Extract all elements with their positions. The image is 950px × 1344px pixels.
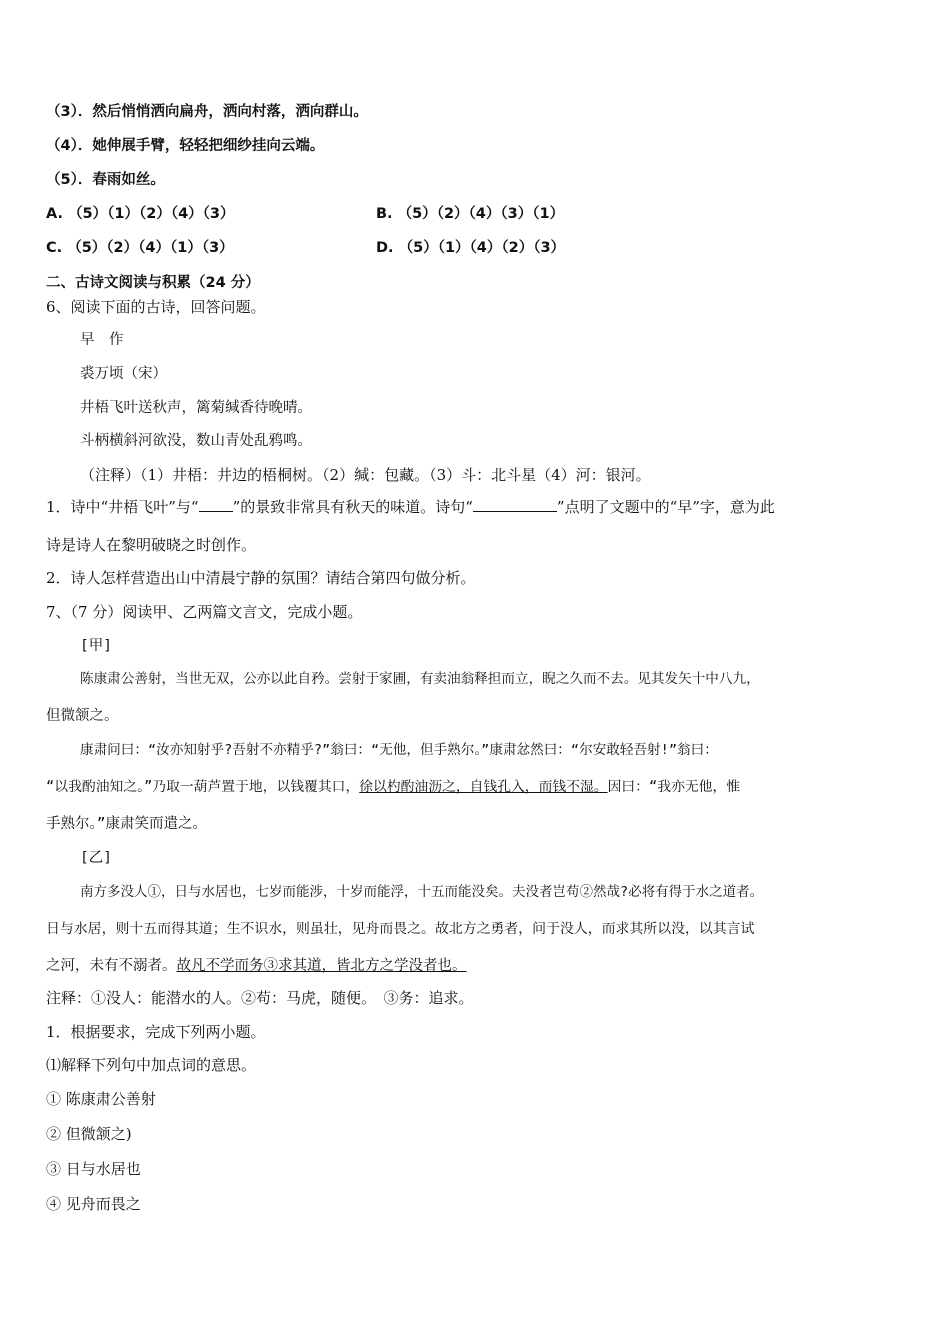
option-b-text: （5）（2）（4）（3）（1） bbox=[397, 206, 565, 222]
q6-intro: 6、阅读下面的古诗，回答问题。 bbox=[46, 298, 266, 316]
jia-para1-line1: 陈康肃公善射，当世无双，公亦以此自矜。尝射于家圃，有卖油翁释担而立，睨之久而不去。见其发矢十中八九， bbox=[80, 671, 760, 687]
answer-blank-2[interactable] bbox=[473, 497, 557, 512]
q5-line-5: （5）．春雨如丝。 bbox=[46, 172, 165, 188]
yi-para1-line3 bbox=[46, 956, 467, 976]
q6-sub1-part-c: ”点明了文题中的“早”字，意为此 bbox=[556, 498, 775, 516]
q5-line-3: （3）．然后悄悄洒向扁舟，洒向村落，洒向群山。 bbox=[46, 104, 368, 120]
option-b[interactable] bbox=[376, 204, 564, 224]
option-c[interactable] bbox=[46, 238, 234, 258]
jia-para2-line1: 康肃问曰：“汝亦知射乎?吾射不亦精乎?”翁曰：“无他，但手熟尔。”康肃忿然曰：“尔安敢轻吾射!”翁曰： bbox=[80, 742, 718, 758]
q6-sub1-line2: 诗是诗人在黎明破晓之时创作。 bbox=[46, 536, 257, 554]
q7-intro: 7、（7 分）阅读甲、乙两篇文言文，完成小题。 bbox=[46, 603, 363, 621]
option-c-text: （5）（2）（4）（1）（3） bbox=[67, 240, 234, 256]
yi-note: 注释：①没人：能潜水的人。②苟：马虎，随便。 ③务：追求。 bbox=[46, 989, 474, 1007]
poem-title: 早 作 bbox=[80, 332, 124, 348]
q7-item-2: ② 但微颔之) bbox=[46, 1125, 132, 1143]
option-a-text: （5）（1）（2）（4）（3） bbox=[68, 206, 235, 222]
yi-para1-text: 之河，未有不溺者。 bbox=[46, 958, 177, 974]
jia-underlined-sentence: 徐以杓酌油沥之，自钱孔入，而钱不湿。 bbox=[359, 779, 608, 795]
q7-sub1: 1．根据要求，完成下列两小题。 bbox=[46, 1023, 266, 1041]
option-b-label: B. bbox=[376, 206, 393, 222]
q7-sub1-part1: ⑴解释下列句中加点词的意思。 bbox=[46, 1056, 257, 1074]
option-c-label: C. bbox=[46, 240, 63, 256]
option-d-label: D. bbox=[376, 240, 394, 256]
yi-para1-line2: 日与水居，则十五而得其道；生不识水，则虽壮，见舟而畏之。故北方之勇者，问于没人，而求其所以没，以其言试 bbox=[46, 921, 755, 937]
jia-para2-line3: 手熟尔。”康肃笑而遣之。 bbox=[46, 816, 207, 832]
jia-tag: [甲] bbox=[80, 638, 112, 654]
poem-line-1: 井梧飞叶送秋声，篱菊缄香待晚晴。 bbox=[80, 400, 312, 416]
poem-line-2: 斗柄横斜河欲没，数山青处乱鸦鸣。 bbox=[80, 433, 312, 449]
jia-para1-line2: 但微颔之。 bbox=[46, 708, 119, 724]
q7-item-4: ④ 见舟而畏之 bbox=[46, 1195, 141, 1213]
q6-sub1-part-a: 1．诗中“井梧飞叶”与“ bbox=[46, 498, 199, 516]
q6-sub1-part-b: ”的景致非常具有秋天的味道。诗句“ bbox=[232, 498, 473, 516]
jia-para2-text-b: 因曰：“我亦无他，惟 bbox=[607, 779, 741, 795]
q7-item-1: ① 陈康肃公善射 bbox=[46, 1090, 156, 1108]
yi-para1-line1: 南方多没人①，日与水居也，七岁而能涉，十岁而能浮，十五而能没矣。夫没者岂苟②然哉?必将有得于水之道者。 bbox=[80, 884, 764, 900]
option-d-text: （5）（1）（4）（2）（3） bbox=[398, 240, 566, 256]
poem-author: 裘万顷（宋） bbox=[80, 366, 167, 382]
option-d[interactable] bbox=[376, 238, 565, 258]
jia-para2-line2 bbox=[46, 777, 740, 797]
q6-sub1-line1 bbox=[46, 497, 775, 517]
q6-sub2: 2．诗人怎样营造出山中清晨宁静的氛围？请结合第四句做分析。 bbox=[46, 569, 476, 587]
q7-item-3: ③ 日与水居也 bbox=[46, 1160, 141, 1178]
option-a-label: A. bbox=[46, 206, 63, 222]
q5-line-4: （4）．她伸展手臂，轻轻把细纱挂向云端。 bbox=[46, 138, 325, 154]
yi-tag: [乙] bbox=[80, 850, 112, 866]
section-title: 二、古诗文阅读与积累（24 分） bbox=[46, 275, 260, 291]
poem-note: （注释）（1）井梧：井边的梧桐树。（2）缄：包藏。（3）斗：北斗星（4）河：银河。 bbox=[80, 466, 651, 484]
answer-blank-1[interactable] bbox=[199, 497, 233, 512]
option-a[interactable] bbox=[46, 204, 235, 224]
jia-para2-text-a: “以我酌油知之。”乃取一葫芦置于地，以钱覆其口， bbox=[46, 779, 360, 795]
yi-underlined-sentence: 故凡不学而务③求其道，皆北方之学没者也。 bbox=[176, 958, 467, 974]
